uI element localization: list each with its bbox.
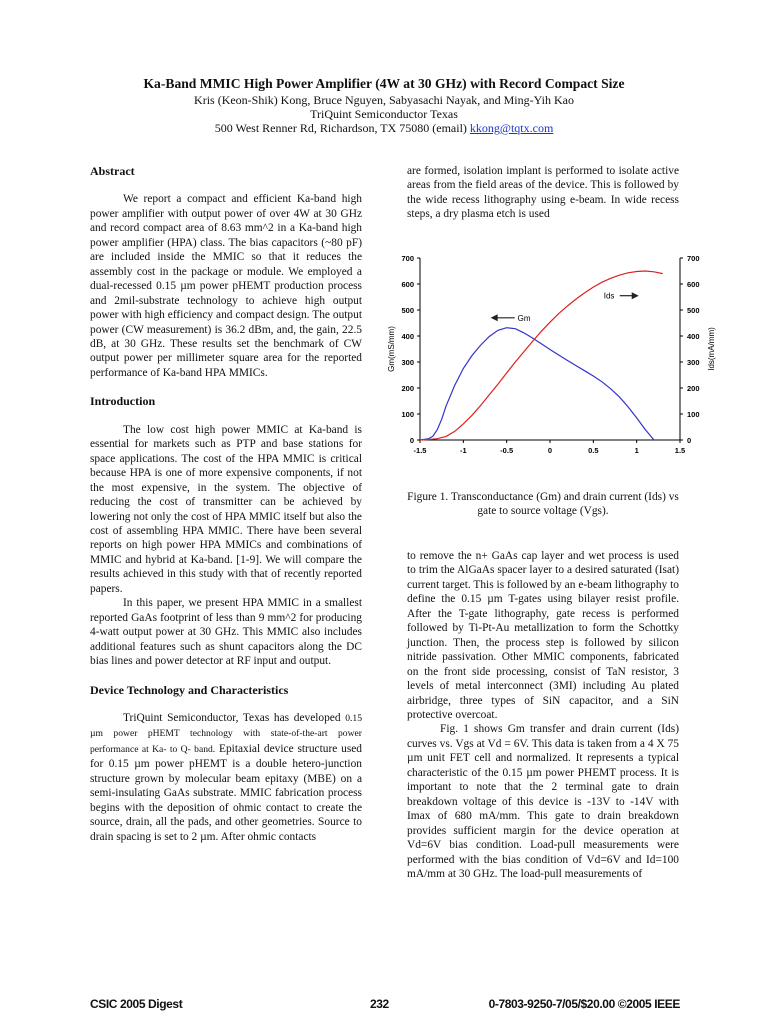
device-text-rest: Epitaxial device structure used for 0.15 µm power pHEMT is a double hetero-junction structure grown by molecular beam epitaxy (MBE) on a semi-insulating GaAs substrate. MMIC fabrication process begins with the deposition of ohmic contact to create the source, drain, all the pads, and other geometries. Source to drain spacing is set to 2 µm. After ohmic contacts [90,742,362,843]
email-link[interactable]: kkong@tqtx.com [469,121,554,135]
ids-arrow-head [632,292,639,299]
intro-paragraph-2: In this paper, we present HPA MMIC in a smallest reported GaAs footprint of less than 9 mm^2 for producing 4-watt output power at 30 GHz. This MMIC also includes additional features such as shunt capacitors along the DC bias lines and power detector at RF input and output. [90,597,362,668]
y2-axis-label: Ids(mA/mm) [707,327,716,371]
process-text-top: are formed, isolation implant is performed to isolate active areas from the field areas of the device. This is followed by the wide recess lithography using e-beam. In wide recess steps, a dry plasma etch is used [407,165,679,221]
x-tick-label: 1.5 [674,446,686,455]
y-tick-label: 600 [401,280,414,289]
x-tick-label: 0.5 [588,446,599,455]
x-tick-label: -0.5 [500,446,514,455]
device-text-start: TriQuint Semiconductor, Texas has developed [123,711,346,724]
footer-digest: CSIC 2005 Digest [90,997,183,1011]
y2-tick-label: 700 [687,254,700,263]
ids-annotation: Ids [603,291,615,301]
device-text-small: 0.15 µm power pHEMT technology with state-of-the-art power performance at Ka- to Q- band. [90,712,362,755]
y2-tick-label: 0 [687,436,692,445]
affiliation: TriQuint Semiconductor Texas [310,107,458,121]
y2-tick-label: 100 [687,410,700,419]
figure-caption: Figure 1. Transconductance (Gm) and drain current (Ids) vs gate to source voltage (Vgs). [407,491,679,518]
x-tick-label: 0 [547,446,553,455]
gm-ids-chart [380,248,720,463]
y2-tick-label: 400 [687,332,700,341]
abstract-text: We report a compact and efficient Ka-band high power amplifier with output power of over 4W at 30 GHz and record compact area of 8.63 mm^2 in a Ka-band high power amplifier (HPA) class. The bias capacitors (~80 pF) are included inside the MMIC so that it reduces the assembly cost in the package or module. We employed a dual-recessed 0.15 µm power pHEMT production process and 2mil-substrate technology to achieve high output power with high efficiency and compact design. The output power (CW measurement) is 36.2 dBm, and, the gain, 22.5 dB, at 30 GHz. These results set the benchmark of CW output power per millimeter square area for the reported performance of Ka-band HPA MMICs. [90,193,362,379]
x-tick-label: 1 [634,446,639,455]
address-line [0,121,768,136]
y-tick-label: 200 [401,384,414,393]
abstract-heading: Abstract [90,164,135,178]
y2-tick-label: 600 [687,280,700,289]
paper-title: Ka-Band MMIC High Power Amplifier (4W at 30 GHz) with Record Compact Size [143,76,625,91]
y2-tick-label: 200 [687,384,700,393]
left-column [90,164,362,844]
y2-tick-label: 300 [687,358,700,367]
x-tick-label: -1.5 [413,446,427,455]
device-heading: Device Technology and Characteristics [90,682,289,697]
footer-page-number: 232 [370,997,389,1011]
device-paragraph [90,711,362,844]
y-tick-label: 0 [409,436,414,445]
chart-labels [387,254,716,455]
right-column-top [407,164,679,222]
series-line-gm [420,328,654,440]
y-tick-label: 700 [401,254,414,263]
process-paragraph: to remove the n+ GaAs cap layer and wet process is used to trim the AlGaAs spacer layer to a desired saturated (Isat) current target. This is followed by an e-beam lithography to define the 0.15 µm T-gates using bilayer resist profile. After the T-gate lithography, gate recess is performed followed by Ti-Pt-Au metallization to form the Schottky junction. Then, the process step is followed by silicon nitride passivation. Other MMIC components, fabricated on the front side processing, consist of TaN resistor, 3 levels of metal interconnect (3MI) including Au plated airbridge, three types of SiN capacitor, and a SiN protective overcoat. [407,550,679,721]
gm-annotation: Gm [517,313,531,323]
y-tick-label: 500 [401,306,414,315]
right-column-bottom [407,549,679,881]
series-line-ids [420,271,663,440]
y-axis-label: Gm(mS/mm) [387,326,396,372]
footer-copyright: 0-7803-9250-7/05/$20.00 ©2005 IEEE [488,997,680,1011]
chart-series [420,271,663,440]
introduction-heading: Introduction [90,394,156,409]
chart-axes [417,258,683,443]
x-tick-label: -1 [459,446,467,455]
y-tick-label: 400 [401,332,414,341]
address-text: 500 West Renner Rd, Richardson, TX 75080 (email) [214,121,470,135]
intro-paragraph-1: The low cost high power MMIC at Ka-band is essential for markets such as PTP and base stations for space applications. The cost of the HPA MMIC is critical because HPA is one of more expensive components, if not the most expensive, in the system. The objective of reducing the cost of transmitter can be achieved by lowering not only the cost of HPA MMIC itself but also the cost of assembling HPA MMIC. There have been several reports on high power HPA MMICs and combinations of MMIC and hybrid at Ka-band. [1-9]. We will compare the results achieved in this study with that of recently reported papers. [90,423,362,595]
y2-tick-label: 500 [687,306,700,315]
gm-arrow-head [491,314,498,321]
y-tick-label: 100 [401,410,414,419]
y-tick-label: 300 [401,358,414,367]
fig1-paragraph: Fig. 1 shows Gm transfer and drain current (Ids) curves vs. Vgs at Vd = 6V. This data is taken from a 4 X 75 µm unit FET cell and normalized. It represents a typical characteristic of the 0.15 µm power PHEMT process. It is important to note that the 2 terminal gate to drain breakdown voltage of this device is -13V to -14V with Imax of 680 mA/mm. This gate to drain breakdown provides sufficient margin for the device operation at Vd=6V bias condition. Load-pull measurements were performed with the bias condition of Vd=6V and Id=100 mA/mm at 30 GHz. The load-pull measurements of [407,723,679,880]
author-list: Kris (Keon-Shik) Kong, Bruce Nguyen, Sabyasachi Nayak, and Ming-Yih Kao [194,93,574,107]
